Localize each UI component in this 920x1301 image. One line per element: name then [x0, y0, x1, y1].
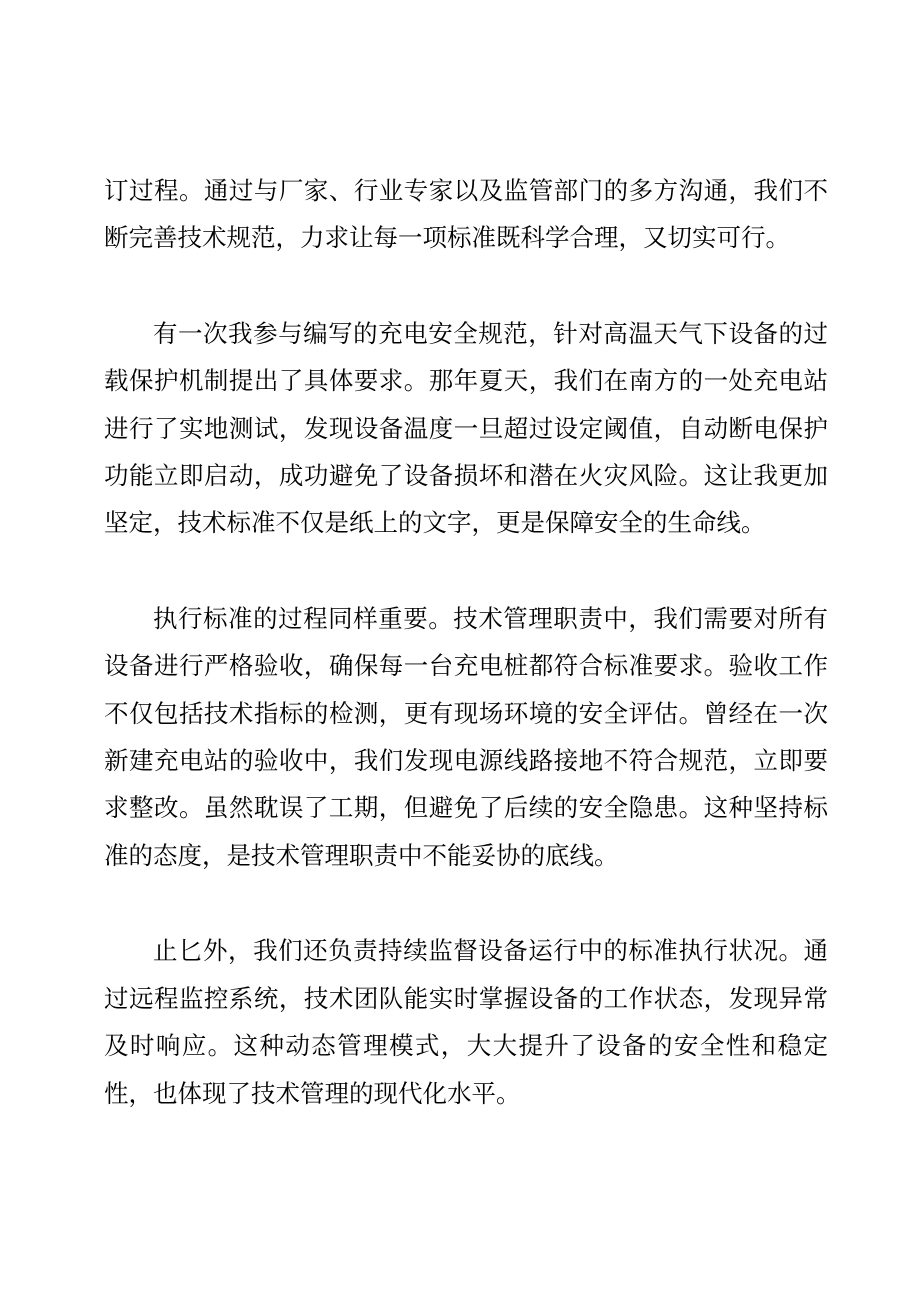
paragraph-4: 止匕外，我们还负责持续监督设备运行中的标准执行状况。通过远程监控系统，技术团队能实时掌握设备的工作状态，发现异常及时响应。这种动态管理模式，大大提升了设备的安全性和稳定性，也体现了技术管理的现代化水平。	[104, 936, 828, 1108]
paragraph-spacer	[104, 262, 828, 310]
paragraph-2: 有一次我参与编写的充电安全规范，针对高温天气下设备的过载保护机制提出了具体要求。那年夏天，我们在南方的一处充电站进行了实地测试，发现设备温度一旦超过设定阈值，自动断电保护功能立即启动，成功避免了设备损坏和潜在火灾风险。这让我更加坚定，技术标准不仅是纸上的文字，更是保障安全的生命线。	[104, 318, 828, 538]
paragraph-spacer	[104, 547, 828, 595]
paragraph-3: 执行标准的过程同样重要。技术管理职责中，我们需要对所有设备进行严格验收，确保每一台充电桩都符合标准要求。验收工作不仅包括技术指标的检测，更有现场环境的安全评估。曾经在一次新建充电站的验收中，我们发现电源线路接地不符合规范，立即要求整改。虽然耽误了工期，但避免了后续的安全隐患。这种坚持标准的态度，是技术管理职责中不能妥协的底线。	[104, 603, 828, 870]
document-body	[104, 167, 828, 1117]
paragraph-1: 订过程。通过与厂家、行业专家以及监管部门的多方沟通，我们不断完善技术规范，力求让每一项标准既科学合理，又切实可行。	[104, 176, 828, 253]
paragraph-spacer	[104, 879, 828, 927]
